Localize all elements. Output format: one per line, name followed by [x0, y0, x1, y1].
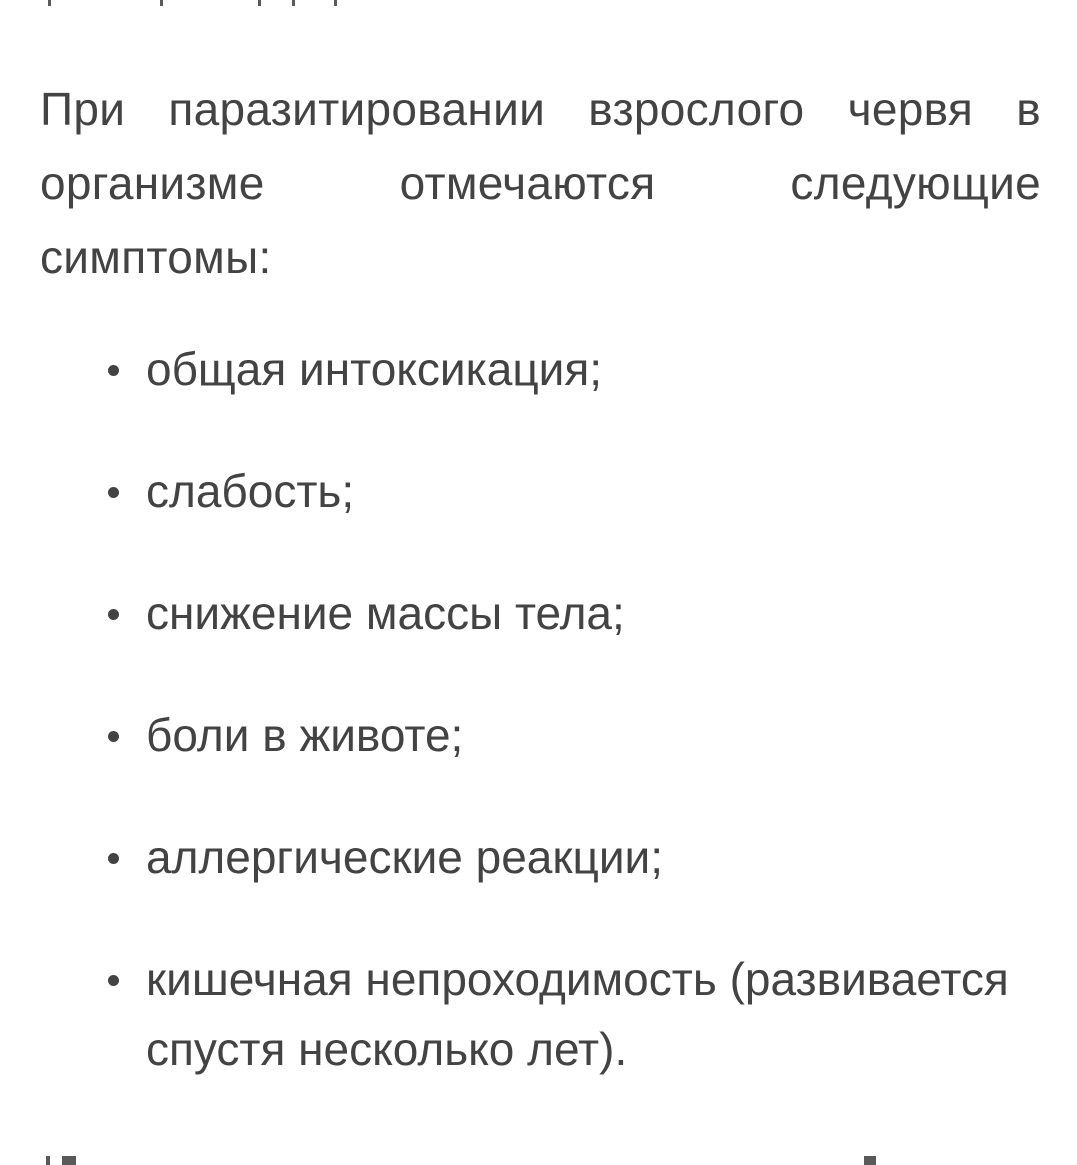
symptom-text: аллергические реакции;: [146, 831, 664, 883]
symptom-text: кишечная непроходимость (развивается спустя несколько лет).: [146, 953, 1009, 1075]
symptom-text: слабость;: [146, 465, 355, 517]
bullet-icon: [108, 609, 119, 620]
cut-off-next-line: [40, 1156, 1041, 1165]
list-item: [0, 944, 1077, 1084]
bullet-icon: [108, 853, 119, 864]
symptom-list: [0, 334, 1077, 1136]
list-item: [0, 822, 1077, 892]
list-item: [0, 334, 1077, 404]
bullet-icon: [108, 975, 119, 986]
list-item: [0, 578, 1077, 648]
symptom-text: общая интоксикация;: [146, 343, 603, 395]
bullet-icon: [108, 365, 119, 376]
cut-off-previous-line: [40, 0, 360, 8]
list-item: [0, 700, 1077, 770]
list-item: [0, 456, 1077, 526]
symptom-text: снижение массы тела;: [146, 587, 625, 639]
bullet-icon: [108, 731, 119, 742]
symptom-text: боли в животе;: [146, 709, 464, 761]
bullet-icon: [108, 487, 119, 498]
intro-paragraph: При паразитировании взрослого червя в организме отмечаются следующие симптомы:: [40, 83, 1041, 283]
